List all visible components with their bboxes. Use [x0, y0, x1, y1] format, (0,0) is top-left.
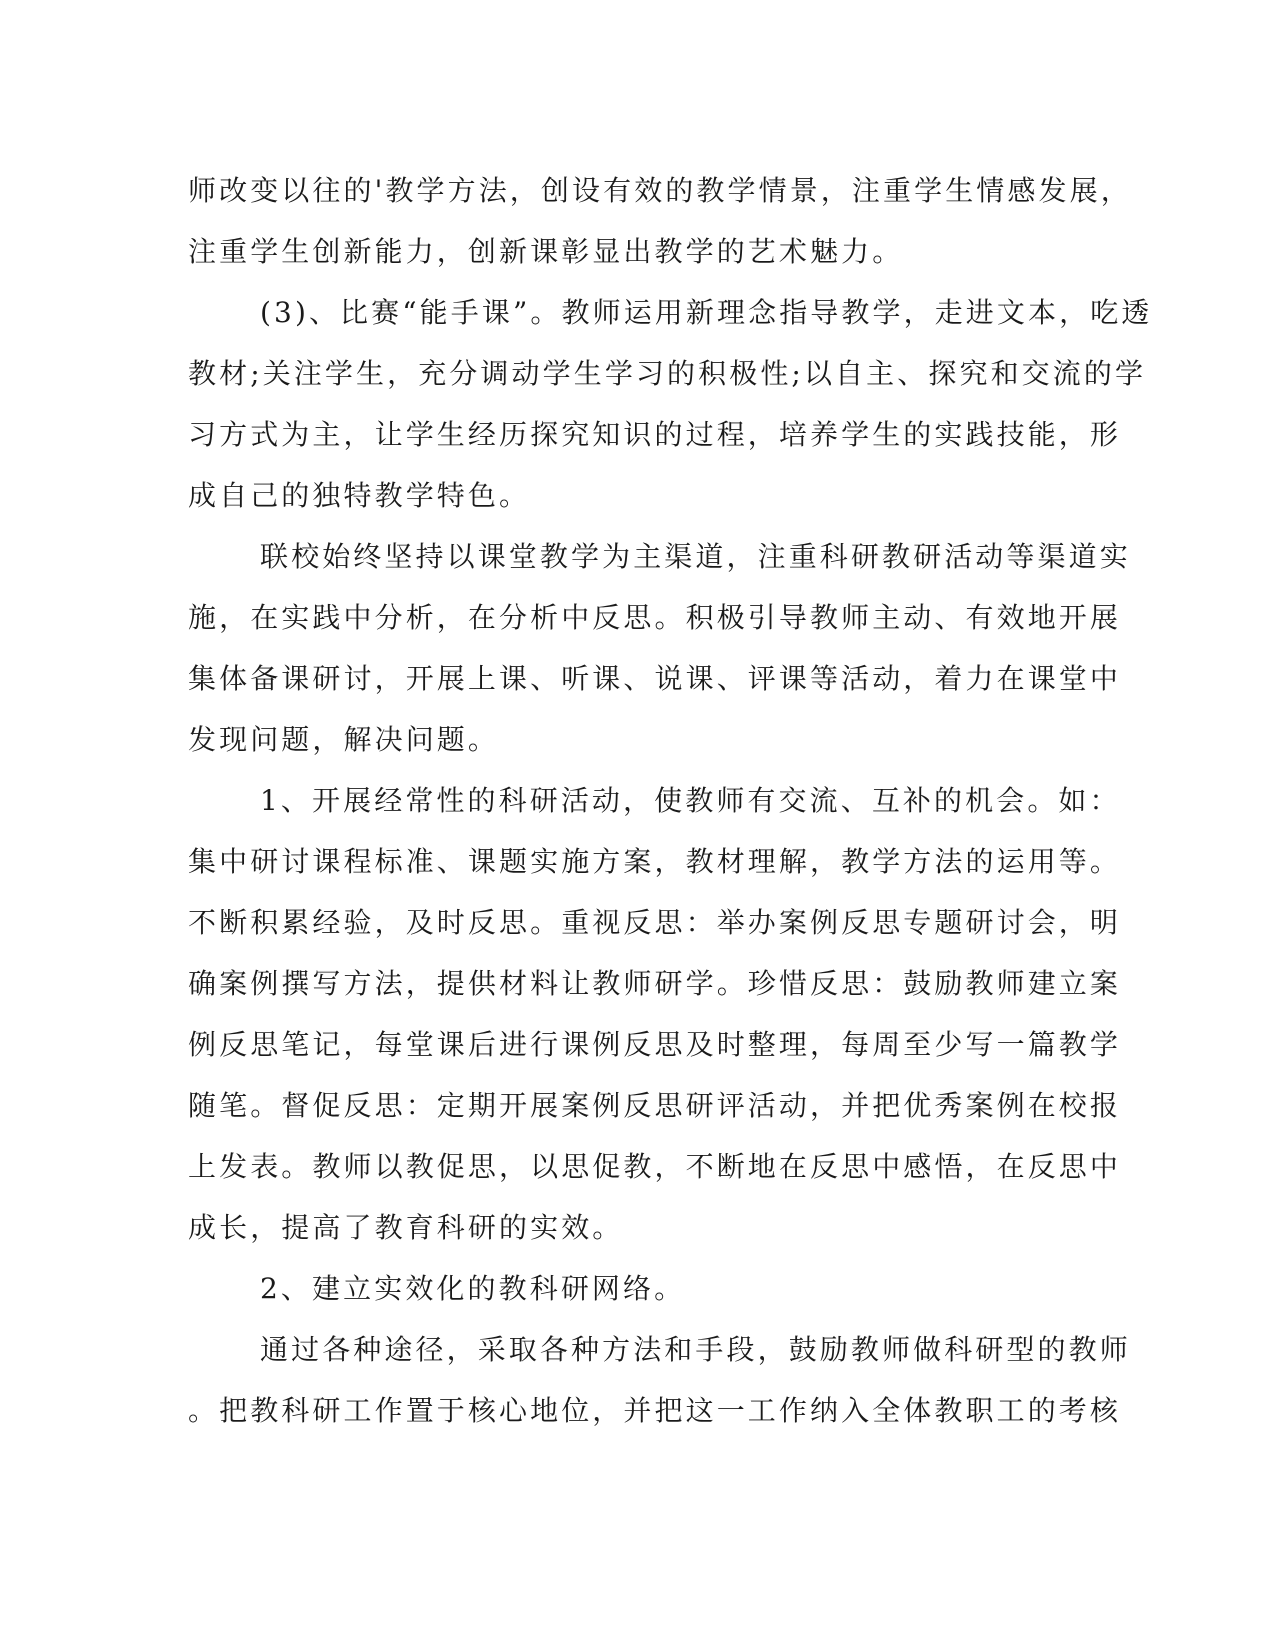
text-line: 教材;关注学生，充分调动学生学习的积极性;以自主、探究和交流的学 [188, 357, 1147, 390]
text-line: 习方式为主，让学生经历探究知识的过程，培养学生的实践技能，形 [188, 418, 1122, 451]
text-line: 成长，提高了教育科研的实效。 [188, 1211, 624, 1244]
paragraph-start-line: 1、开展经常性的科研活动，使教师有交流、互补的机会。如： [260, 784, 1121, 817]
text-line: 集中研讨课程标准、课题实施方案，教材理解，教学方法的运用等。 [188, 845, 1122, 878]
text-line: 不断积累经验，及时反思。重视反思：举办案例反思专题研讨会，明 [188, 906, 1122, 939]
text-line: 注重学生创新能力，创新课彰显出教学的艺术魅力。 [188, 235, 904, 268]
text-line: 师改变以往的'教学方法，创设有效的教学情景，注重学生情感发展， [188, 174, 1132, 207]
text-line: 确案例撰写方法，提供材料让教师研学。珍惜反思：鼓励教师建立案 [188, 967, 1122, 1000]
text-line: 施，在实践中分析，在分析中反思。积极引导教师主动、有效地开展 [188, 601, 1122, 634]
text-line: 发现问题，解决问题。 [188, 723, 500, 756]
section-heading-line: 2、建立实效化的教科研网络。 [260, 1272, 686, 1305]
paragraph-start-line: (3)、比赛“能手课”。教师运用新理念指导教学，走进文本，吃透 [260, 296, 1153, 329]
text-line: 上发表。教师以教促思，以思促教，不断地在反思中感悟，在反思中 [188, 1150, 1122, 1183]
text-line: 集体备课研讨，开展上课、听课、说课、评课等活动，着力在课堂中 [188, 662, 1122, 695]
text-line: 随笔。督促反思：定期开展案例反思研评活动，并把优秀案例在校报 [188, 1089, 1122, 1122]
paragraph-start-line: 联校始终坚持以课堂教学为主渠道，注重科研教研活动等渠道实 [260, 540, 1131, 573]
paragraph-start-line: 通过各种途径，采取各种方法和手段，鼓励教师做科研型的教师 [260, 1333, 1131, 1366]
body-text [188, 160, 1153, 1441]
text-line: 。把教科研工作置于核心地位，并把这一工作纳入全体教职工的考核 [188, 1394, 1122, 1427]
text-line: 成自己的独特教学特色。 [188, 479, 531, 512]
text-line: 例反思笔记，每堂课后进行课例反思及时整理，每周至少写一篇教学 [188, 1028, 1122, 1061]
